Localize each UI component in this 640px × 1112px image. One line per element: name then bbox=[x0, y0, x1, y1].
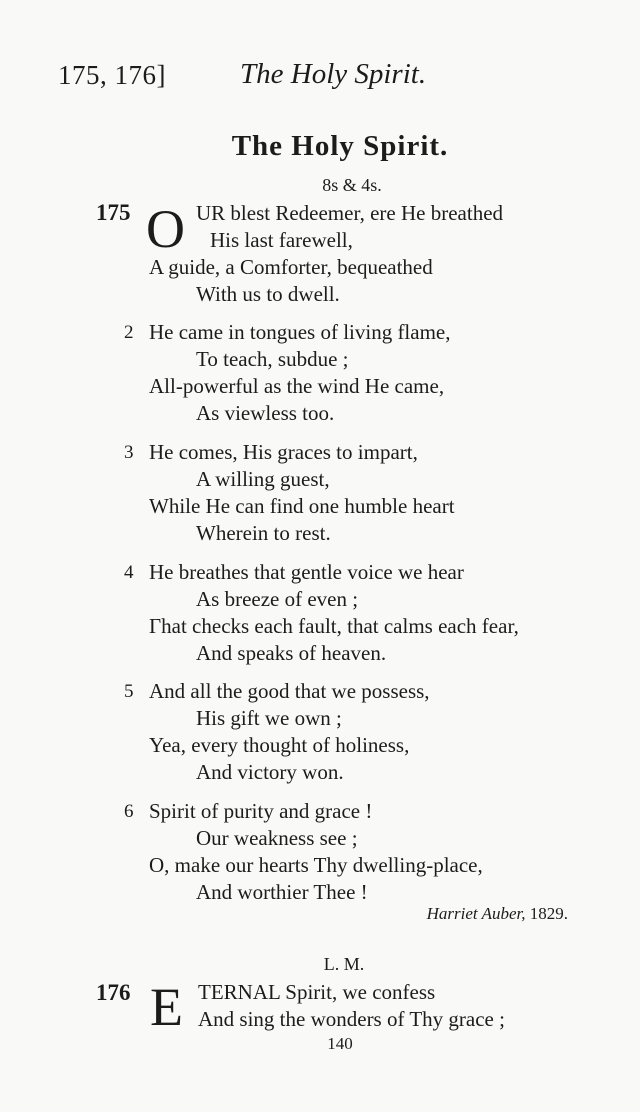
meter-175: 8s & 4s. bbox=[322, 175, 382, 195]
stanza-5-line-1: And all the good that we possess, bbox=[149, 679, 430, 703]
stanza-6-line-3: O, make our hearts Thy dwelling-place, bbox=[149, 853, 483, 877]
author-year: 1829. bbox=[529, 904, 568, 923]
hymn-number-176: 176 bbox=[96, 980, 131, 1005]
page-number: 140 bbox=[327, 1034, 353, 1053]
stanza-4-line-4: And speaks of heaven. bbox=[196, 641, 387, 665]
stanza-5-line-2: His gift we own ; bbox=[196, 706, 342, 730]
stanza-2-line-1: He came in tongues of living flame, bbox=[149, 320, 451, 344]
stanza-4-line-1: He breathes that gentle voice we hear bbox=[149, 560, 464, 584]
stanza-1-line-1: UR blest Redeemer, ere He breathed bbox=[196, 201, 504, 225]
stanza-2-line-3: All-powerful as the wind He came, bbox=[149, 374, 445, 398]
stanza-4-line-2: As breeze of even ; bbox=[196, 587, 359, 611]
stanza-1-line-2: His last farewell, bbox=[210, 228, 353, 252]
section-title: The Holy Spirit. bbox=[231, 130, 449, 162]
author-name: Harriet Auber, bbox=[426, 904, 526, 923]
stanza-3-line-1: He comes, His graces to impart, bbox=[149, 440, 418, 464]
stanza-4-line-3: Γhat checks each fault, that calms each fear, bbox=[149, 614, 519, 638]
drop-cap-176: E bbox=[150, 977, 183, 1037]
stanza-6-line-1: Spirit of purity and grace ! bbox=[149, 799, 373, 823]
meter-176: L. M. bbox=[323, 954, 365, 974]
verse-number-4: 4 bbox=[124, 562, 134, 583]
stanza-3-line-4: Wherein to rest. bbox=[196, 521, 331, 545]
stanza-6-line-4: And worthier Thee ! bbox=[196, 880, 368, 904]
stanza-3-line-2: A willing guest, bbox=[196, 467, 330, 491]
stanza-3-line-3: While He can find one humble heart bbox=[149, 494, 455, 518]
header-hymn-range: 175, 176] bbox=[58, 60, 166, 90]
stanza-6-line-2: Our weakness see ; bbox=[196, 826, 358, 850]
running-title: The Holy Spirit. bbox=[240, 58, 427, 90]
verse-number-5: 5 bbox=[124, 681, 134, 702]
stanza-1-line-3: A guide, a Comforter, bequeathed bbox=[149, 255, 433, 279]
verse-number-2: 2 bbox=[124, 322, 134, 343]
drop-cap-175: O bbox=[146, 199, 185, 259]
verse-number-6: 6 bbox=[124, 801, 134, 822]
hymn-number-175: 175 bbox=[96, 200, 131, 225]
hymn-176-line-2: And sing the wonders of Thy grace ; bbox=[198, 1007, 505, 1031]
stanza-2-line-2: To teach, subdue ; bbox=[196, 347, 349, 371]
verse-number-3: 3 bbox=[124, 442, 134, 463]
stanza-2-line-4: As viewless too. bbox=[196, 401, 335, 425]
hymn-176-line-1: TERNAL Spirit, we confess bbox=[198, 980, 436, 1004]
stanza-1-line-4: With us to dwell. bbox=[196, 282, 340, 306]
author-attribution bbox=[427, 904, 568, 924]
stanza-5-line-4: And victory won. bbox=[196, 760, 344, 784]
stanza-5-line-3: Yea, every thought of holiness, bbox=[149, 733, 410, 757]
